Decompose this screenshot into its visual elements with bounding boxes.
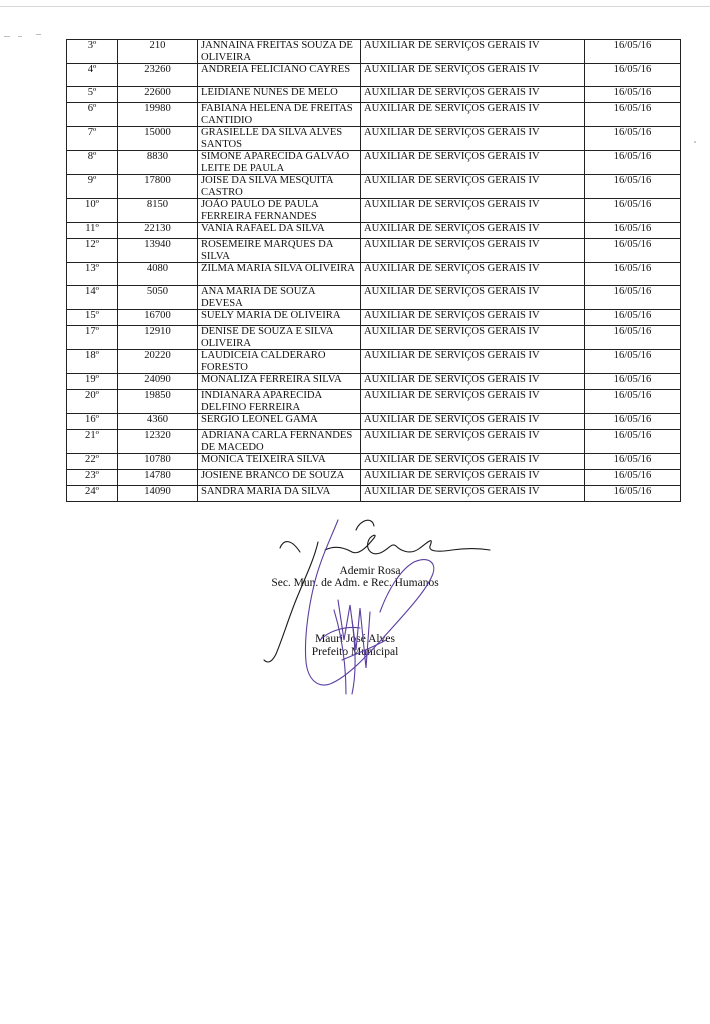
score-cell: 15000 xyxy=(118,127,198,151)
position-cell: 10º xyxy=(67,199,118,223)
position-cell: 7º xyxy=(67,127,118,151)
second-signatory-name: Mauri José Alves xyxy=(315,633,395,645)
candidate-name-cell: LAUDICEIA CALDERARO FORESTO xyxy=(198,350,361,374)
first-signatory-name: Ademir Rosa xyxy=(339,565,401,577)
results-table-body xyxy=(67,40,681,502)
position-cell: 16º xyxy=(67,414,118,430)
candidate-name-cell: JOÃO PAULO DE PAULA FERREIRA FERNANDES xyxy=(198,199,361,223)
position-cell: 6º xyxy=(67,103,118,127)
role-cell: AUXILIAR DE SERVIÇOS GERAIS IV xyxy=(361,175,585,199)
scan-speck xyxy=(694,141,696,143)
role-cell: AUXILIAR DE SERVIÇOS GERAIS IV xyxy=(361,310,585,326)
date-cell: 16/05/16 xyxy=(585,326,681,350)
role-cell: AUXILIAR DE SERVIÇOS GERAIS IV xyxy=(361,374,585,390)
score-cell: 19980 xyxy=(118,103,198,127)
role-cell: AUXILIAR DE SERVIÇOS GERAIS IV xyxy=(361,263,585,286)
table-row xyxy=(67,486,681,502)
candidate-name-cell: ANA MARIA DE SOUZA DEVESA xyxy=(198,286,361,310)
position-cell: 20º xyxy=(67,390,118,414)
table-row xyxy=(67,223,681,239)
table-row xyxy=(67,239,681,263)
candidate-name-cell: SANDRA MARIA DA SILVA xyxy=(198,486,361,502)
candidate-name-cell: SIMONE APARECIDA GALVÃO LEITE DE PAULA xyxy=(198,151,361,175)
second-signatory-title: Prefeito Municipal xyxy=(311,646,399,658)
candidate-name-cell: SERGIO LEONEL GAMA xyxy=(198,414,361,430)
score-cell: 22130 xyxy=(118,223,198,239)
date-cell: 16/05/16 xyxy=(585,239,681,263)
role-cell: AUXILIAR DE SERVIÇOS GERAIS IV xyxy=(361,326,585,350)
position-cell: 13º xyxy=(67,263,118,286)
role-cell: AUXILIAR DE SERVIÇOS GERAIS IV xyxy=(361,414,585,430)
candidate-name-cell: JANNAINA FREITAS SOUZA DE OLIVEIRA xyxy=(198,40,361,64)
position-cell: 21º xyxy=(67,430,118,454)
date-cell: 16/05/16 xyxy=(585,390,681,414)
role-cell: AUXILIAR DE SERVIÇOS GERAIS IV xyxy=(361,454,585,470)
position-cell: 12º xyxy=(67,239,118,263)
score-cell: 4360 xyxy=(118,414,198,430)
mauri-signature xyxy=(305,520,433,694)
candidate-name-cell: DENISE DE SOUZA E SILVA OLIVEIRA xyxy=(198,326,361,350)
date-cell: 16/05/16 xyxy=(585,223,681,239)
score-cell: 24090 xyxy=(118,374,198,390)
table-row xyxy=(67,390,681,414)
table-row xyxy=(67,175,681,199)
candidate-name-cell: ZILMA MARIA SILVA OLIVEIRA xyxy=(198,263,361,286)
position-cell: 22º xyxy=(67,454,118,470)
score-cell: 4080 xyxy=(118,263,198,286)
role-cell: AUXILIAR DE SERVIÇOS GERAIS IV xyxy=(361,223,585,239)
signature-stroke xyxy=(325,535,490,554)
scan-top-edge xyxy=(0,6,710,7)
table-row xyxy=(67,310,681,326)
table-row xyxy=(67,326,681,350)
date-cell: 16/05/16 xyxy=(585,286,681,310)
score-cell: 210 xyxy=(118,40,198,64)
table-row xyxy=(67,199,681,223)
table-row xyxy=(67,87,681,103)
date-cell: 16/05/16 xyxy=(585,103,681,127)
candidate-name-cell: INDIANARA APARECIDA DELFINO FERREIRA xyxy=(198,390,361,414)
role-cell: AUXILIAR DE SERVIÇOS GERAIS IV xyxy=(361,103,585,127)
position-cell: 5º xyxy=(67,87,118,103)
table-row xyxy=(67,374,681,390)
position-cell: 23º xyxy=(67,470,118,486)
table-row xyxy=(67,414,681,430)
table-row xyxy=(67,64,681,87)
date-cell: 16/05/16 xyxy=(585,310,681,326)
position-cell: 15º xyxy=(67,310,118,326)
position-cell: 17º xyxy=(67,326,118,350)
position-cell: 3º xyxy=(67,40,118,64)
score-cell: 22600 xyxy=(118,87,198,103)
candidate-name-cell: VANIA RAFAEL DA SILVA xyxy=(198,223,361,239)
score-cell: 8150 xyxy=(118,199,198,223)
candidate-name-cell: LEIDIANE NUNES DE MELO xyxy=(198,87,361,103)
date-cell: 16/05/16 xyxy=(585,199,681,223)
candidate-name-cell: JOISE DA SILVA MESQUITA CASTRO xyxy=(198,175,361,199)
position-cell: 24º xyxy=(67,486,118,502)
date-cell: 16/05/16 xyxy=(585,40,681,64)
candidate-name-cell: JOSIENE BRANCO DE SOUZA xyxy=(198,470,361,486)
date-cell: 16/05/16 xyxy=(585,151,681,175)
date-cell: 16/05/16 xyxy=(585,127,681,151)
date-cell: 16/05/16 xyxy=(585,454,681,470)
table-row xyxy=(67,103,681,127)
position-cell: 14º xyxy=(67,286,118,310)
score-cell: 14780 xyxy=(118,470,198,486)
signature-stroke xyxy=(305,520,433,685)
date-cell: 16/05/16 xyxy=(585,350,681,374)
date-cell: 16/05/16 xyxy=(585,430,681,454)
table-row xyxy=(67,286,681,310)
position-cell: 9º xyxy=(67,175,118,199)
date-cell: 16/05/16 xyxy=(585,175,681,199)
score-cell: 19850 xyxy=(118,390,198,414)
scan-mark xyxy=(4,36,10,37)
candidate-name-cell: ROSEMEIRE MARQUES DA SILVA xyxy=(198,239,361,263)
candidate-name-cell: GRASIELLE DA SILVA ALVES SANTOS xyxy=(198,127,361,151)
table-row xyxy=(67,430,681,454)
table-row xyxy=(67,263,681,286)
role-cell: AUXILIAR DE SERVIÇOS GERAIS IV xyxy=(361,350,585,374)
date-cell: 16/05/16 xyxy=(585,470,681,486)
role-cell: AUXILIAR DE SERVIÇOS GERAIS IV xyxy=(361,87,585,103)
candidate-name-cell: MONALIZA FERREIRA SILVA xyxy=(198,374,361,390)
candidate-name-cell: ANDREIA FELICIANO CAYRES xyxy=(198,64,361,87)
position-cell: 18º xyxy=(67,350,118,374)
score-cell: 14090 xyxy=(118,486,198,502)
scan-mark xyxy=(36,34,41,35)
score-cell: 12320 xyxy=(118,430,198,454)
score-cell: 17800 xyxy=(118,175,198,199)
table-row xyxy=(67,470,681,486)
role-cell: AUXILIAR DE SERVIÇOS GERAIS IV xyxy=(361,64,585,87)
position-cell: 11º xyxy=(67,223,118,239)
role-cell: AUXILIAR DE SERVIÇOS GERAIS IV xyxy=(361,127,585,151)
score-cell: 12910 xyxy=(118,326,198,350)
position-cell: 8º xyxy=(67,151,118,175)
date-cell: 16/05/16 xyxy=(585,64,681,87)
score-cell: 20220 xyxy=(118,350,198,374)
score-cell: 10780 xyxy=(118,454,198,470)
score-cell: 8830 xyxy=(118,151,198,175)
first-signatory-title: Sec. Mun. de Adm. e Rec. Humanos xyxy=(271,577,439,589)
role-cell: AUXILIAR DE SERVIÇOS GERAIS IV xyxy=(361,239,585,263)
date-cell: 16/05/16 xyxy=(585,414,681,430)
date-cell: 16/05/16 xyxy=(585,486,681,502)
scan-mark xyxy=(18,36,22,37)
role-cell: AUXILIAR DE SERVIÇOS GERAIS IV xyxy=(361,390,585,414)
role-cell: AUXILIAR DE SERVIÇOS GERAIS IV xyxy=(361,470,585,486)
table-row xyxy=(67,40,681,64)
position-cell: 4º xyxy=(67,64,118,87)
date-cell: 16/05/16 xyxy=(585,263,681,286)
role-cell: AUXILIAR DE SERVIÇOS GERAIS IV xyxy=(361,199,585,223)
results-table xyxy=(66,39,681,502)
date-cell: 16/05/16 xyxy=(585,87,681,103)
signature-stroke xyxy=(356,520,374,530)
score-cell: 13940 xyxy=(118,239,198,263)
score-cell: 23260 xyxy=(118,64,198,87)
score-cell: 5050 xyxy=(118,286,198,310)
table-row xyxy=(67,350,681,374)
candidate-name-cell: FABIANA HELENA DE FREITAS CANTIDIO xyxy=(198,103,361,127)
role-cell: AUXILIAR DE SERVIÇOS GERAIS IV xyxy=(361,430,585,454)
table-row xyxy=(67,454,681,470)
candidate-name-cell: SUELY MARIA DE OLIVEIRA xyxy=(198,310,361,326)
candidate-name-cell: MONICA TEIXEIRA SILVA xyxy=(198,454,361,470)
role-cell: AUXILIAR DE SERVIÇOS GERAIS IV xyxy=(361,286,585,310)
date-cell: 16/05/16 xyxy=(585,374,681,390)
score-cell: 16700 xyxy=(118,310,198,326)
table-row xyxy=(67,151,681,175)
position-cell: 19º xyxy=(67,374,118,390)
role-cell: AUXILIAR DE SERVIÇOS GERAIS IV xyxy=(361,151,585,175)
table-row xyxy=(67,127,681,151)
role-cell: AUXILIAR DE SERVIÇOS GERAIS IV xyxy=(361,486,585,502)
signature-stroke xyxy=(280,542,300,552)
candidate-name-cell: ADRIANA CARLA FERNANDES DE MACEDO xyxy=(198,430,361,454)
role-cell: AUXILIAR DE SERVIÇOS GERAIS IV xyxy=(361,40,585,64)
